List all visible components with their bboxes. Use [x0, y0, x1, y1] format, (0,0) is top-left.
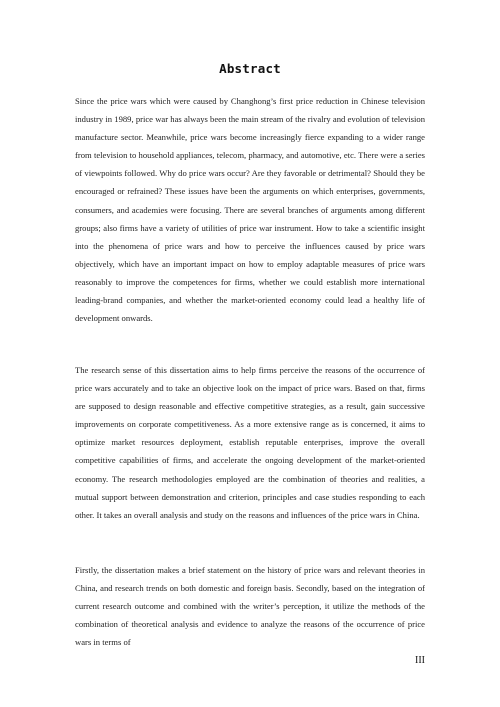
paragraph-text: Firstly, the dissertation makes a brief statement on the history of price wars and relevant theories in China, and research trends on both domestic and foreign basis. Secondly, based on the integration of current research outcome and combined with the writer’s perception, it utilize the methods of the combination of theoretical analysis and evidence to analyze the reasons of the occurrence of price wars in terms of — [75, 565, 425, 648]
page-number: III — [415, 655, 425, 666]
abstract-paragraph-1 — [75, 92, 425, 327]
paragraph-text: The research sense of this dissertation aims to help firms perceive the reasons of the occurrence of price wars accurately and to take an objective look on the impact of price wars. Based on that, firms are supposed to design reasonable and effective competitive strategies, as a result, gain successive improvements on corporate competitiveness. As a more extensive range as is concerned, it aims to optimize market resources deployment, establish reputable enterprises, improve the overall competitive capabilities of firms, and accelerate the ongoing development of the market-oriented economy. The research methodologies employed are the combination of theories and realities, a mutual support between demonstration and criterion, principles and case studies responding to each other. It takes an overall analysis and study on the reasons and influences of the price wars in China. — [75, 365, 425, 520]
paragraph-text: Since the price wars which were caused by Changhong’s first price reduction in Chinese television industry in 1989, price war has always been the main stream of the rivalry and evolution of television manufacture sector. Meanwhile, price wars become increasingly fierce expanding to a wider range from television to household appliances, telecom, pharmacy, and automotive, etc. There were a series of viewpoints followed. Why do price wars occur? Are they favorable or detrimental? Should they be encouraged or refrained? These issues have been the arguments on which enterprises, governments, consumers, and academies were focusing. There are several branches of arguments among different groups; also firms have a variety of utilities of price war instrument. How to take a scientific insight into the phenomena of price wars and how to perceive the influences caused by price wars objectively, which have an important impact on how to employ adaptable measures of price wars reasonably to improve the competences for firms, whether we could establish more international leading-brand companies, and whether the market-oriented economy could lead a healthy life of development onwards. — [75, 96, 425, 324]
abstract-title: Abstract — [219, 61, 281, 76]
abstract-paragraph-3 — [75, 561, 425, 651]
abstract-paragraph-2 — [75, 361, 425, 524]
